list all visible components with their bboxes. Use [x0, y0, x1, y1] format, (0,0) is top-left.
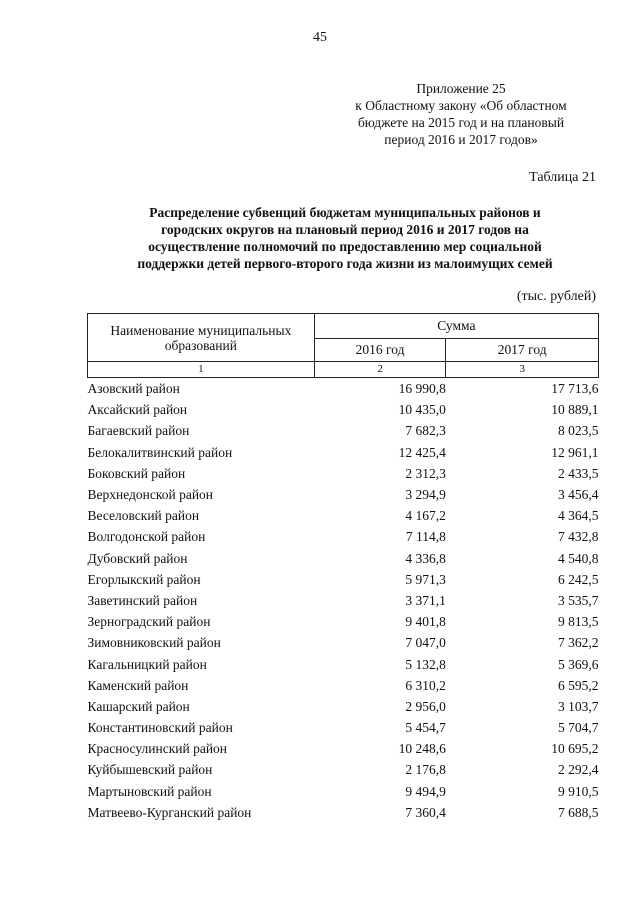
value-2017: 6 595,2	[558, 677, 599, 693]
value-2017: 5 369,6	[558, 656, 599, 672]
municipality-name: Красносулинский район	[87, 741, 228, 757]
municipality-name: Кашарский район	[87, 698, 190, 714]
municipality-name: Боковский район	[87, 465, 186, 481]
value-2017: 3 535,7	[558, 592, 599, 608]
table-row	[88, 653, 599, 674]
value-2016: 16 990,8	[398, 381, 446, 397]
municipality-name: Верхнедонской район	[87, 487, 214, 503]
table-row	[88, 569, 599, 590]
value-2017: 3 456,4	[558, 487, 599, 503]
value-2016: 5 971,3	[405, 571, 446, 587]
municipality-name: Егорлыкский район	[87, 571, 201, 587]
value-2017: 4 364,5	[558, 508, 599, 524]
value-2016: 10 248,6	[398, 741, 446, 757]
page-number: 45	[313, 30, 327, 45]
annex-line: бюджете на 2015 год и на плановый	[357, 115, 565, 130]
value-2016: 4 167,2	[405, 508, 446, 524]
table-row	[88, 442, 599, 463]
value-2017: 9 813,5	[558, 614, 599, 630]
table-row	[88, 590, 599, 611]
value-2017: 2 292,4	[558, 762, 599, 778]
annex-line: период 2016 и 2017 годов»	[384, 132, 538, 147]
value-2016: 7 047,0	[405, 635, 446, 651]
value-2016: 6 310,2	[405, 677, 446, 693]
subventions-table	[87, 313, 599, 823]
value-2017: 4 540,8	[558, 550, 599, 566]
column-number: 1	[88, 362, 315, 378]
value-2016: 9 401,8	[405, 614, 446, 630]
value-2016: 5 132,8	[405, 656, 446, 672]
header-name-line: образований	[164, 337, 237, 353]
value-2016: 2 312,3	[405, 465, 446, 481]
value-2017: 12 961,1	[551, 444, 599, 460]
table-row	[88, 378, 599, 400]
municipality-name: Волгодонской район	[87, 529, 206, 545]
value-2017: 7 362,2	[558, 635, 599, 651]
value-2016: 7 682,3	[405, 423, 446, 439]
table-body	[88, 378, 599, 823]
table-row	[88, 526, 599, 547]
municipality-name: Азовский район	[87, 381, 180, 397]
value-2016: 5 454,7	[405, 720, 446, 736]
value-2016: 3 371,1	[405, 592, 446, 608]
table-row	[88, 632, 599, 653]
title-line: осуществление полномочий по предоставлению мер социальной	[148, 239, 542, 254]
table-row	[88, 781, 599, 802]
value-2017: 10 889,1	[551, 402, 599, 418]
header-municipality-name	[88, 314, 315, 362]
document-title	[70, 204, 620, 272]
value-2016: 7 114,8	[405, 529, 446, 545]
value-2016: 7 360,4	[405, 804, 446, 820]
annex-line: Приложение 25	[416, 81, 506, 96]
header-year-2017: 2017 год	[446, 339, 599, 362]
table-row	[88, 802, 599, 823]
value-2016: 2 956,0	[405, 698, 446, 714]
municipality-name: Мартыновский район	[87, 783, 212, 799]
value-2017: 3 103,7	[558, 698, 599, 714]
municipality-name: Кагальницкий район	[87, 656, 207, 672]
value-2016: 9 494,9	[405, 783, 446, 799]
municipality-name: Константиновский район	[87, 720, 233, 736]
title-line: Распределение субвенций бюджетам муниципальных районов и	[149, 205, 541, 220]
table-row	[88, 399, 599, 420]
municipality-name: Аксайский район	[87, 402, 188, 418]
value-2017: 8 023,5	[558, 423, 599, 439]
value-2017: 10 695,2	[551, 741, 599, 757]
value-2017: 17 713,6	[551, 381, 599, 397]
header-name-line: Наименование муниципальных	[110, 322, 292, 338]
table-row	[88, 420, 599, 441]
table-row	[88, 696, 599, 717]
value-2017: 7 688,5	[558, 804, 599, 820]
table-label: Таблица 21	[529, 170, 596, 185]
header-sum: Сумма	[314, 314, 598, 339]
table-row	[88, 611, 599, 632]
table-row	[88, 717, 599, 738]
municipality-name: Зерноградский район	[87, 614, 211, 630]
table-row	[88, 675, 599, 696]
value-2016: 4 336,8	[405, 550, 446, 566]
units-label: (тыс. рублей)	[516, 289, 596, 304]
value-2017: 5 704,7	[558, 720, 599, 736]
annex-header	[330, 80, 592, 148]
table-row	[88, 505, 599, 526]
title-line: поддержки детей первого-второго года жизни из малоимущих семей	[137, 256, 553, 271]
value-2016: 3 294,9	[405, 487, 446, 503]
municipality-name: Каменский район	[87, 677, 189, 693]
value-2017: 2 433,5	[558, 465, 599, 481]
municipality-name: Зимовниковский район	[87, 635, 221, 651]
value-2016: 2 176,8	[405, 762, 446, 778]
value-2016: 10 435,0	[398, 402, 446, 418]
header-year-2016: 2016 год	[314, 339, 446, 362]
table-row	[88, 548, 599, 569]
value-2017: 6 242,5	[558, 571, 599, 587]
table-row	[88, 463, 599, 484]
municipality-name: Дубовский район	[87, 550, 188, 566]
column-number: 2	[314, 362, 446, 378]
municipality-name: Белокалитвинский район	[87, 444, 233, 460]
column-number: 3	[446, 362, 599, 378]
annex-line: к Областному закону «Об областном	[355, 98, 567, 113]
municipality-name: Матвеево-Курганский район	[87, 804, 252, 820]
municipality-name: Заветинский район	[87, 592, 198, 608]
title-line: городских округов на плановый период 2016 и 2017 годов на	[161, 222, 529, 237]
table-row	[88, 484, 599, 505]
table-row	[88, 759, 599, 780]
municipality-name: Багаевский район	[87, 423, 190, 439]
municipality-name: Куйбышевский район	[87, 762, 213, 778]
value-2017: 7 432,8	[558, 529, 599, 545]
municipality-name: Веселовский район	[87, 508, 200, 524]
table-row	[88, 738, 599, 759]
value-2016: 12 425,4	[398, 444, 446, 460]
value-2017: 9 910,5	[558, 783, 599, 799]
